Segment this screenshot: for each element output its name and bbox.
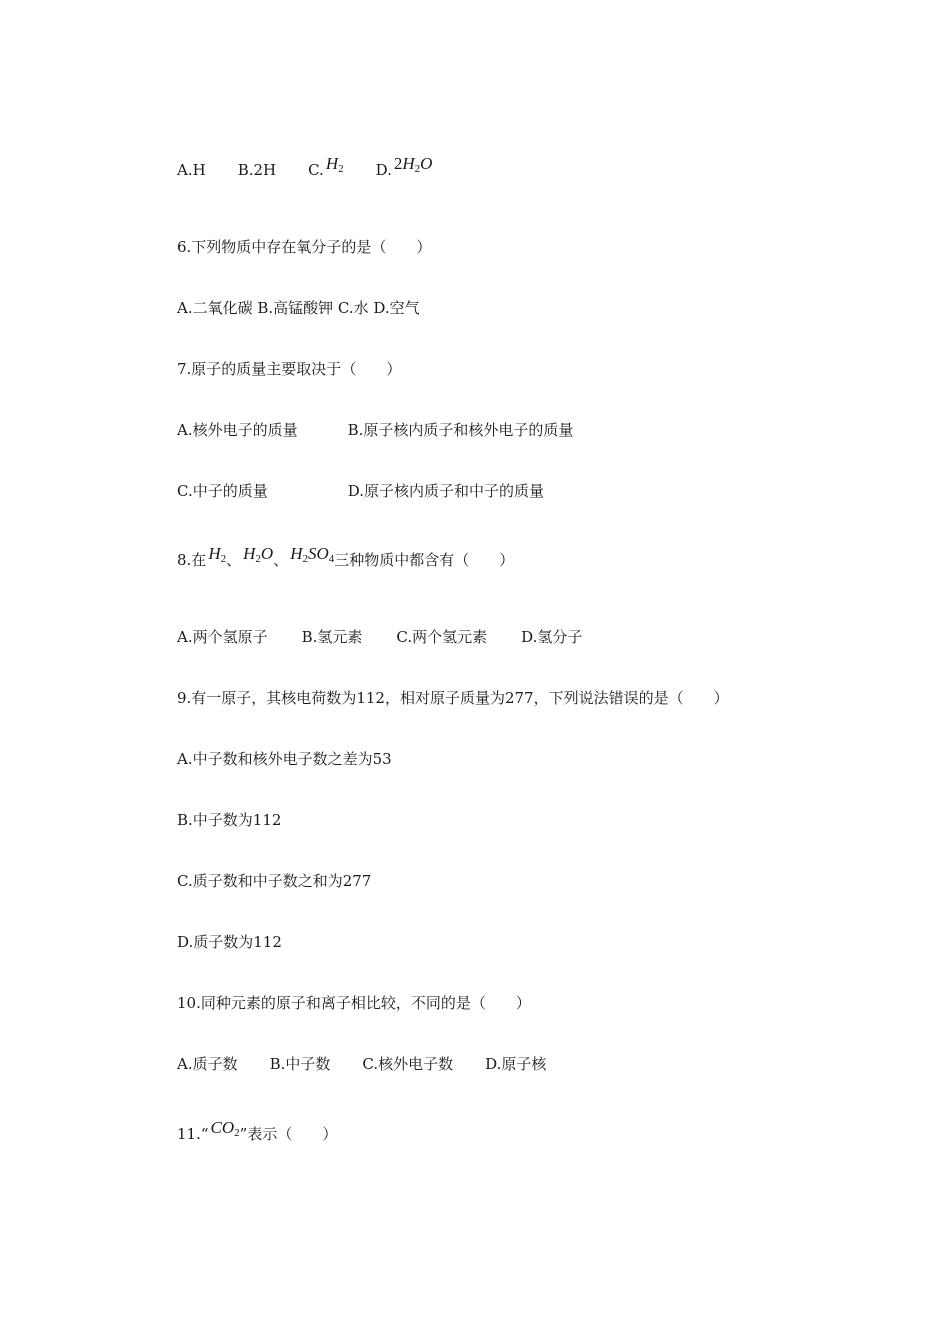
q8-suffix: 三种物质中都含有（ ） [334,551,515,569]
q6-question: 6.下列物质中存在氧分子的是（ ） [177,238,432,256]
q5-option-b: B.2H [237,161,277,179]
q8-options [177,627,582,647]
q7-option-b: B.原子核内质子和核外电子的质量 [347,421,574,439]
q11-formula: $CO_2$ [210,1118,240,1139]
q10-options [177,1054,546,1074]
q10-option-b: B.中子数 [269,1055,331,1073]
q9-question: 9.有一原子，其核电荷数为112，相对原子质量为277，下列说法错误的是（ ） [177,689,729,707]
q8-sep-2: 、 [273,551,289,569]
q8-formula-3: $H_2SO_4$ [290,544,335,565]
q7-option-c: C.中子的质量 [177,482,268,500]
q5-option-c: C. [308,161,324,179]
q10-question: 10.同种元素的原子和离子相比较，不同的是（ ） [177,994,531,1012]
q7-question: 7.原子的质量主要取决于（ ） [177,360,402,378]
q9-option-d: D.质子数为112 [177,933,282,951]
q8-question [177,544,515,572]
q5-option-d-formula: $2H_2O$ [393,154,433,175]
q11-suffix: ”表示（ ） [239,1125,338,1143]
q10-option-c: C.核外电子数 [362,1055,454,1073]
q8-option-b: B.氢元素 [301,628,363,646]
q8-formula-2: $H_2O$ [243,544,274,565]
q9-option-b: B.中子数为112 [177,811,282,829]
q8-option-d: D.氢分子 [521,628,583,646]
q5-option-c-formula: $H_2$ [325,154,344,175]
q8-sep-1: 、 [226,551,242,569]
q5-options [177,154,433,182]
q5-option-d: D. [375,161,392,179]
q8-formula-1: $H_2$ [208,544,227,565]
q9-option-c: C.质子数和中子数之和为277 [177,872,372,890]
q6-options: A.二氧化碳 B.高锰酸钾 C.水 D.空气 [177,299,420,317]
q11-prefix: 11.“ [177,1125,209,1143]
q7-options-cd [177,481,544,501]
q10-option-d: D.原子核 [485,1055,547,1073]
q7-option-a: A.核外电子的质量 [177,421,298,439]
q8-option-a: A.两个氢原子 [177,628,268,646]
q7-option-d: D.原子核内质子和中子的质量 [347,482,544,500]
q10-option-a: A.质子数 [177,1055,238,1073]
q8-prefix: 8.在 [177,551,207,569]
q5-option-a: A.H [177,161,206,179]
q8-option-c: C.两个氢元素 [396,628,488,646]
q9-option-a: A.中子数和核外电子数之差为53 [177,750,392,768]
q11-question [177,1118,338,1146]
q7-options-ab [177,420,573,440]
